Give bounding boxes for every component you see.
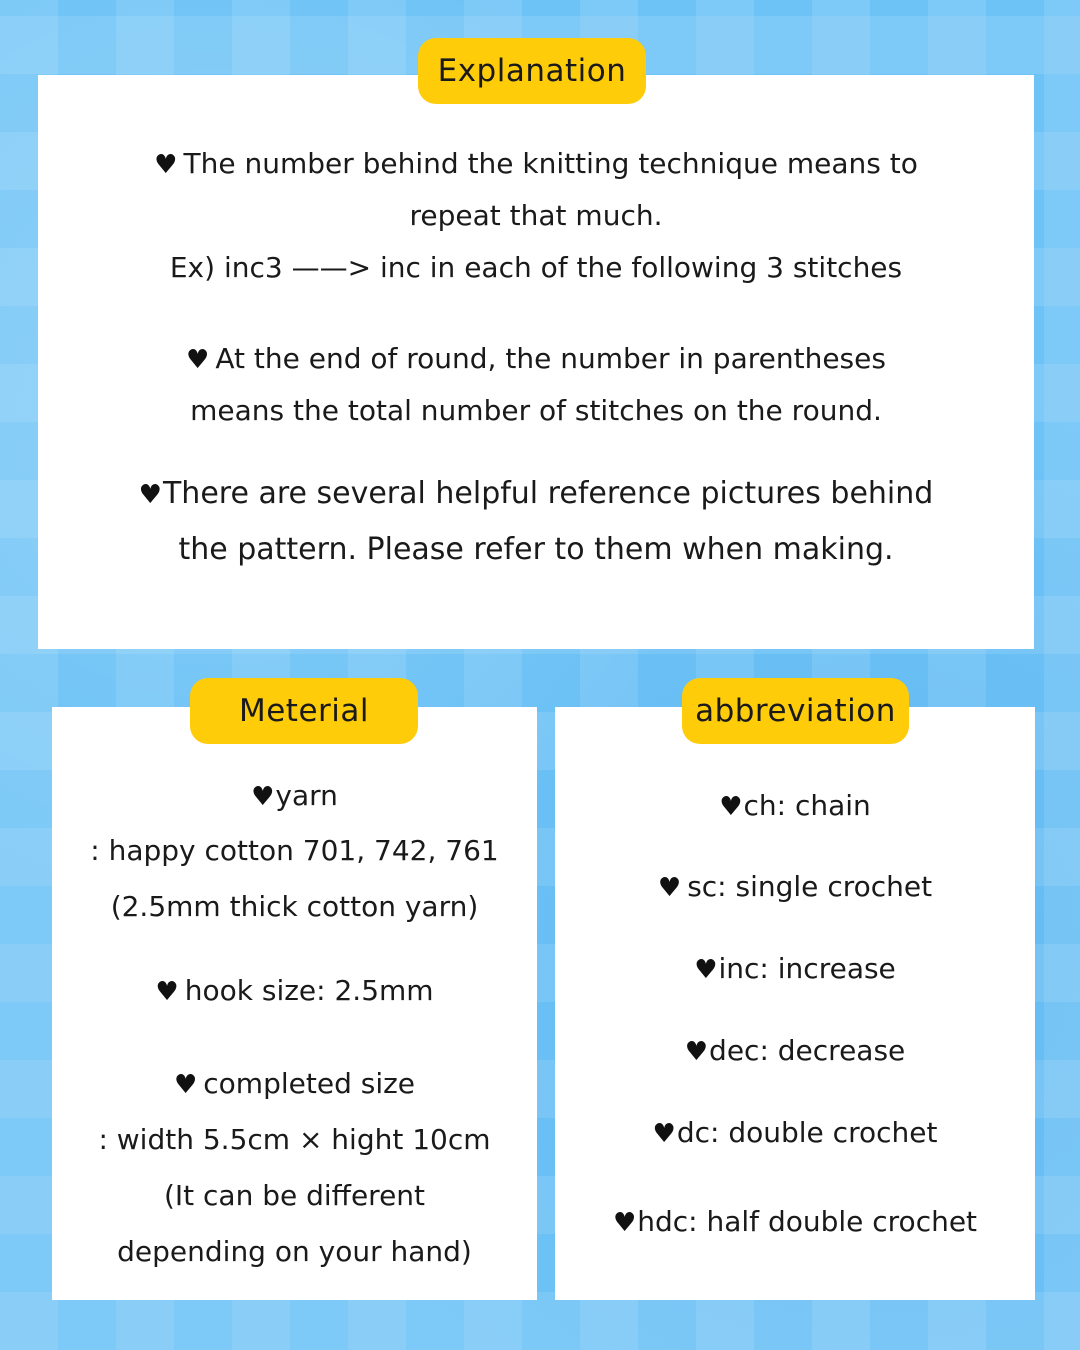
abbreviation-item: ♥hdc: half double crochet [555,1204,1035,1241]
explanation-line: means the total number of stitches on the round. [190,394,882,427]
heart-icon: ♥ [251,782,275,812]
heart-icon: ♥ [694,955,718,985]
heart-icon: ♥ [719,792,743,822]
heart-icon: ♥ [173,1070,198,1100]
material-line: (It can be different [163,1179,426,1212]
explanation-title: Explanation [418,38,646,104]
abbreviation-item: ♥inc: increase [555,951,1035,988]
material-line: : width 5.5cm × hight 10cm [98,1123,491,1156]
material-line: (2.5mm thick cotton yarn) [110,890,479,923]
material-title: Meterial [190,678,418,744]
heart-icon: ♥ [652,1119,676,1149]
explanation-line: repeat that much. [409,199,663,232]
material-line: ♥ completed size [52,1066,537,1103]
heart-icon: ♥ [186,345,210,375]
material-line: ♥yarn [52,778,537,815]
heart-icon: ♥ [154,150,178,180]
material-line: : happy cotton 701, 742, 761 [90,834,499,867]
heart-icon: ♥ [612,1208,637,1238]
explanation-line: ♥There are several helpful reference pictures behind [138,476,934,511]
explanation-panel [38,75,1034,649]
explanation-line: ♥ The number behind the knitting technique means to [38,146,1034,183]
heart-icon: ♥ [657,873,682,903]
explanation-line: the pattern. Please refer to them when making. [178,532,894,567]
material-panel [52,707,537,1300]
explanation-line: Ex) inc3 ——> inc in each of the following 3 stitches [169,251,903,284]
heart-icon: ♥ [155,977,179,1007]
material-line: depending on your hand) [117,1235,472,1268]
explanation-line: ♥ At the end of round, the number in parentheses [38,341,1034,378]
abbreviation-item: ♥ch: chain [555,788,1035,825]
heart-icon: ♥ [684,1037,709,1067]
abbreviation-title: abbreviation [682,678,909,744]
material-line: ♥ hook size: 2.5mm [52,973,537,1010]
abbreviation-item: ♥dc: double crochet [555,1115,1035,1152]
abbreviation-item: ♥ sc: single crochet [555,869,1035,906]
abbreviation-item: ♥dec: decrease [555,1033,1035,1070]
abbreviation-panel [555,707,1035,1300]
heart-icon: ♥ [138,480,162,510]
